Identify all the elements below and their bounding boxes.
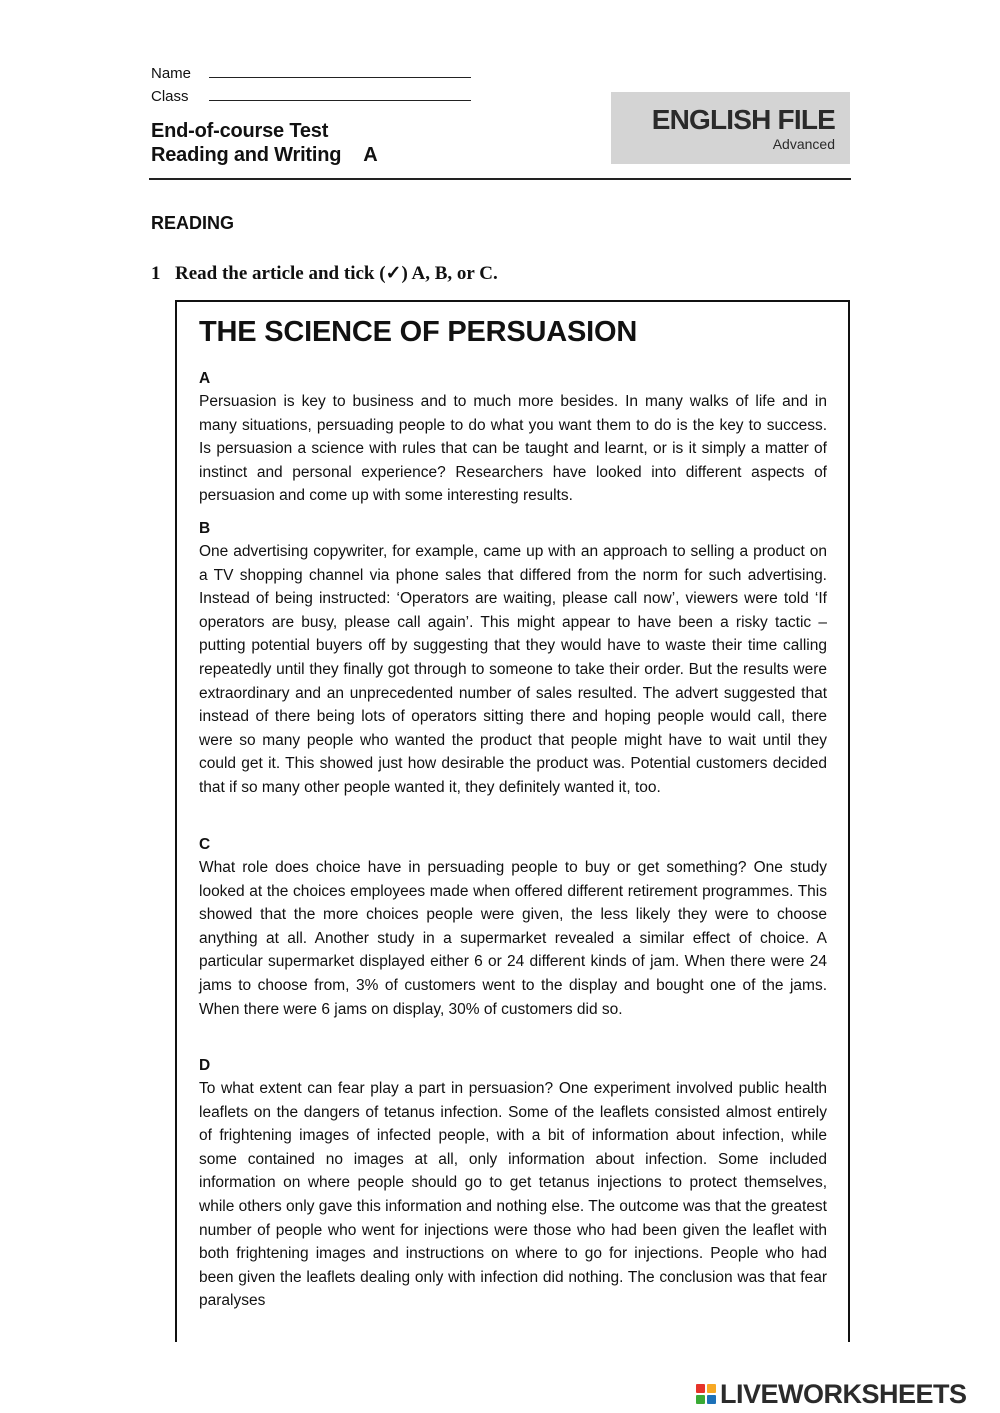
class-label: Class [151, 88, 189, 105]
section-title: READING [151, 213, 235, 233]
question-instruction [151, 262, 498, 285]
header-divider [149, 178, 851, 180]
grid-square-4 [707, 1395, 716, 1404]
test-subtitle-row [151, 144, 378, 167]
paragraph-text: One advertising copywriter, for example, came up with an approach to selling a product on a TV shopping channel via phone sales that differed from the norm for such advertising. Instead of being instructed: ‘Operators are waiting, please call now’, viewers were told ‘If operators are busy, please call again’. This might appear to have been a risky tactic – putting potential buyers off by suggesting that they would have to waste their time calling repeatedly until they finally got through to someone to take their order. But the results were extraordinary and an unprecedented number of sales resulted. The advert suggested that instead of there being lots of operators sitting there and hoping people would call, there were so many people who wanted the product that people might have to wait until they could get it. This showed just how desirable the product was. Potential customers decided that if so many other people wanted it, they definitely wanted it, too. [199, 543, 827, 796]
question-number: 1 [151, 263, 161, 284]
grid-square-1 [696, 1384, 705, 1393]
article-title: THE SCIENCE OF PERSUASION [199, 316, 638, 348]
liveworksheets-logo[interactable] [696, 1378, 967, 1410]
test-subtitle: Reading and Writing [151, 144, 342, 166]
article-box [175, 300, 850, 1342]
name-field-row [151, 64, 471, 82]
name-label: Name [151, 65, 192, 82]
paragraph-letter: D [199, 1057, 211, 1074]
liveworksheets-grid-icon [696, 1384, 716, 1404]
paragraph-text: Persuasion is key to business and to much more besides. In many walks of life and in many situations, persuading people to do what you want them to do is the key to success. Is persuasion a science with rules that can be taught and learnt, or is it simply a matter of instinct and personal experience? Researchers have looked into different aspects of persuasion and come up with some interesting results. [199, 393, 827, 505]
name-input-line[interactable] [209, 64, 471, 78]
test-version: A [363, 144, 378, 166]
article-paragraph-c [199, 834, 827, 1021]
grid-square-3 [696, 1395, 705, 1404]
question-text: Read the article and tick (✓) A, B, or C. [175, 263, 498, 284]
brand-level: Advanced [772, 136, 835, 152]
paragraph-letter: C [199, 836, 211, 853]
grid-square-2 [707, 1384, 716, 1393]
article-paragraph-d [199, 1055, 827, 1313]
class-input-line[interactable] [209, 87, 471, 101]
article-paragraph-b [199, 518, 827, 800]
test-title: End-of-course Test [151, 120, 329, 142]
paragraph-letter: B [199, 520, 211, 537]
paragraph-text: To what extent can fear play a part in persuasion? One experiment involved public health leaflets on the dangers of tetanus infection. Some of the leaflets consisted almost entirely of frightening images of infected people, with a bit of information about infection, while some contained no images at all, only information about infection. Some included information on where people should go to get tetanus injections to protect themselves, while others only gave this information and nothing else. The outcome was that the greatest number of people who went for injections were those who had been given the leaflet with both frightening images and instructions on where to go for injections. People who had been given the leaflets dealing only with infection did nothing. The conclusion was that fear paralyses [199, 1080, 827, 1310]
paragraph-text: What role does choice have in persuading people to buy or get something? One study looked at the choices employees made when offered different retirement programmes. This showed that the more choices people were given, the less likely they were to choose anything at all. Another study in a supermarket revealed a similar effect of choice. A particular supermarket displayed either 6 or 24 different kinds of jam. When there were 24 jams to choose from, 3% of customers went to the display and bought one of the jams. When there were 6 jams on display, 30% of customers did so. [199, 859, 827, 1018]
liveworksheets-wordmark: LIVEWORKSHEETS [720, 1378, 967, 1409]
brand-logo [611, 92, 850, 164]
article-paragraph-a [199, 368, 827, 508]
paragraph-letter: A [199, 370, 211, 387]
brand-title: ENGLISH FILE [651, 104, 835, 135]
class-field-row [151, 87, 471, 105]
